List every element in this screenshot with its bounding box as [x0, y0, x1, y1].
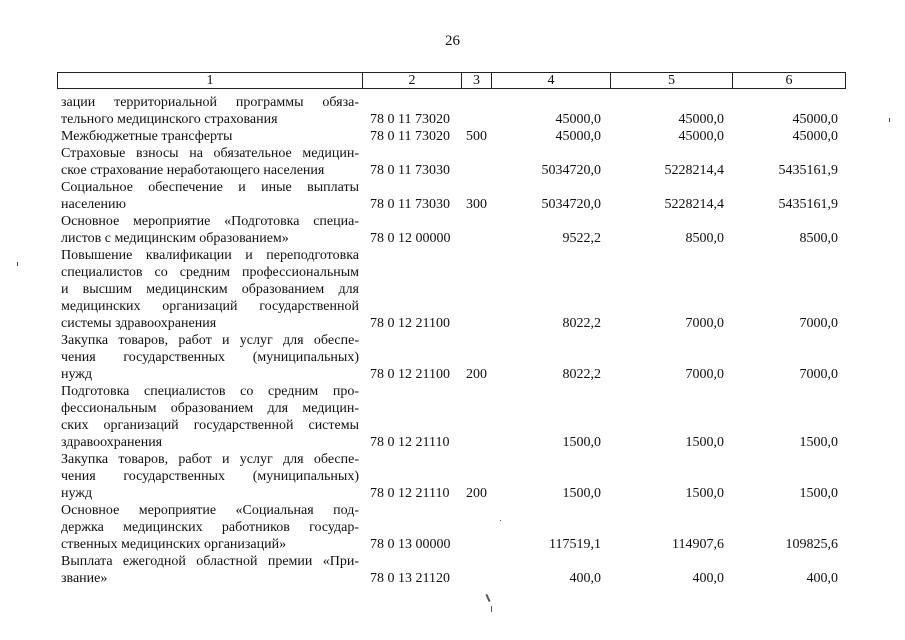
row-code: 78 0 13 21120: [370, 571, 450, 586]
row-name-line: Страховые взносы на обязательное медицин-: [61, 146, 359, 161]
row-expense-type: 300: [466, 197, 487, 212]
row-code: 78 0 11 73030: [370, 197, 450, 212]
row-value-col4: 45000,0: [555, 112, 601, 127]
row-name-line: ственных медицинских организаций»: [61, 537, 287, 552]
row-name-line: Подготовка специалистов со средним про-: [61, 384, 359, 399]
row-name-line: ское страхование неработающего населения: [61, 163, 325, 178]
table-row: [0, 247, 905, 332]
row-expense-type: 200: [466, 367, 487, 382]
table-row: [0, 213, 905, 247]
row-name: [61, 94, 359, 128]
row-code: 78 0 11 73020: [370, 112, 450, 127]
row-name-line: нужд: [61, 367, 93, 382]
row-name-line: Выплата ежегодной областной премии «При-: [61, 554, 359, 569]
row-value-col6: 1500,0: [799, 435, 838, 450]
row-name: [61, 553, 359, 587]
row-name-line: фессиональным образованием для медицин-: [61, 401, 359, 416]
row-code: 78 0 12 21110: [370, 435, 450, 450]
row-value-col5: 114907,6: [672, 537, 724, 552]
row-value-col4: 45000,0: [555, 129, 601, 144]
row-value-col4: 8022,2: [562, 367, 601, 382]
row-name-line: и высшим медицинским образованием для: [61, 282, 359, 297]
column-header-table: [57, 72, 846, 89]
table-row: [0, 332, 905, 383]
row-code: 78 0 12 21100: [370, 367, 450, 382]
row-name-line: ских организаций государственной системы: [61, 418, 359, 433]
row-name: [61, 213, 359, 247]
row-value-col4: 1500,0: [562, 435, 601, 450]
row-name: [61, 332, 359, 383]
row-code: 78 0 12 21110: [370, 486, 450, 501]
row-name-line: Социальное обеспечение и иные выплаты: [61, 180, 359, 195]
row-name-line: специалистов со средним профессиональным: [61, 265, 359, 280]
row-value-col6: 5435161,9: [778, 163, 838, 178]
row-value-col5: 7000,0: [685, 367, 724, 382]
row-code: 78 0 11 73020: [370, 129, 450, 144]
row-value-col4: 400,0: [569, 571, 601, 586]
table-row: [0, 383, 905, 451]
page-number: 26: [445, 33, 460, 49]
row-name-line: зации территориальной программы обяза-: [61, 95, 359, 110]
row-name-line: Закупка товаров, работ и услуг для обеспе-: [61, 333, 359, 348]
row-name-line: Закупка товаров, работ и услуг для обеспе-: [61, 452, 359, 467]
row-name-line: Основное мероприятие «Социальная под-: [61, 503, 359, 518]
row-name: [61, 247, 359, 332]
row-name-line: системы здравоохранения: [61, 316, 217, 331]
row-code: 78 0 11 73030: [370, 163, 450, 178]
row-value-col6: 45000,0: [792, 112, 838, 127]
table-row: [0, 179, 905, 213]
row-name: [61, 383, 359, 451]
row-value-col6: 400,0: [806, 571, 838, 586]
scan-mark: [491, 606, 492, 612]
row-name-line: листов с медицинским образованием»: [61, 231, 289, 246]
table-row: [0, 553, 905, 587]
row-name: [61, 451, 359, 502]
row-code: 78 0 12 21100: [370, 316, 450, 331]
row-value-col5: 1500,0: [685, 486, 724, 501]
row-code: 78 0 13 00000: [370, 537, 451, 552]
scan-mark: [485, 594, 490, 602]
row-name-line: держка медицинских работников государ-: [61, 520, 359, 535]
table-row: [0, 128, 905, 145]
row-name-line: здравоохранения: [61, 435, 163, 450]
row-value-col6: 5435161,9: [778, 197, 838, 212]
row-name: [61, 179, 359, 213]
row-value-col6: 45000,0: [792, 129, 838, 144]
row-name: [61, 128, 359, 145]
column-header-6: 6: [733, 73, 846, 89]
row-name-line: чения государственных (муниципальных): [61, 469, 359, 484]
row-name-line: тельного медицинского страхования: [61, 112, 278, 127]
row-name-line: Межбюджетные трансферты: [61, 129, 233, 144]
row-name-line: Повышение квалификации и переподготовка: [61, 248, 359, 263]
row-value-col4: 1500,0: [562, 486, 601, 501]
scan-mark: [500, 520, 501, 521]
row-value-col4: 117519,1: [549, 537, 601, 552]
table-row: [0, 502, 905, 553]
column-header-row: [58, 73, 846, 89]
table-row: [0, 451, 905, 502]
row-value-col5: 400,0: [692, 571, 724, 586]
row-value-col5: 5228214,4: [664, 197, 724, 212]
table-row: [0, 145, 905, 179]
row-name-line: населению: [61, 197, 126, 212]
row-value-col4: 9522,2: [562, 231, 601, 246]
row-value-col4: 5034720,0: [541, 197, 601, 212]
column-header-1: 1: [58, 73, 363, 89]
column-header-4: 4: [492, 73, 611, 89]
row-name-line: медицинских организаций государственной: [61, 299, 359, 314]
row-code: 78 0 12 00000: [370, 231, 451, 246]
row-name: [61, 145, 359, 179]
row-expense-type: 200: [466, 486, 487, 501]
row-name-line: чения государственных (муниципальных): [61, 350, 359, 365]
row-value-col5: 7000,0: [685, 316, 724, 331]
row-value-col5: 1500,0: [685, 435, 724, 450]
row-name-line: звание»: [61, 571, 108, 586]
row-value-col6: 7000,0: [799, 316, 838, 331]
row-value-col5: 45000,0: [678, 129, 724, 144]
row-expense-type: 500: [466, 129, 487, 144]
row-value-col6: 1500,0: [799, 486, 838, 501]
table-row: [0, 94, 905, 128]
column-header-2: 2: [363, 73, 462, 89]
row-name: [61, 502, 359, 553]
row-value-col6: 109825,6: [785, 537, 838, 552]
column-header-3: 3: [462, 73, 492, 89]
row-value-col5: 8500,0: [685, 231, 724, 246]
column-header-5: 5: [611, 73, 733, 89]
row-name-line: нужд: [61, 486, 93, 501]
row-value-col6: 7000,0: [799, 367, 838, 382]
row-value-col6: 8500,0: [799, 231, 838, 246]
scan-mark: [17, 262, 18, 266]
scan-mark: [889, 118, 890, 122]
row-name-line: Основное мероприятие «Подготовка специа-: [61, 214, 359, 229]
row-value-col5: 5228214,4: [664, 163, 724, 178]
row-value-col4: 5034720,0: [541, 163, 601, 178]
row-value-col4: 8022,2: [562, 316, 601, 331]
row-value-col5: 45000,0: [678, 112, 724, 127]
